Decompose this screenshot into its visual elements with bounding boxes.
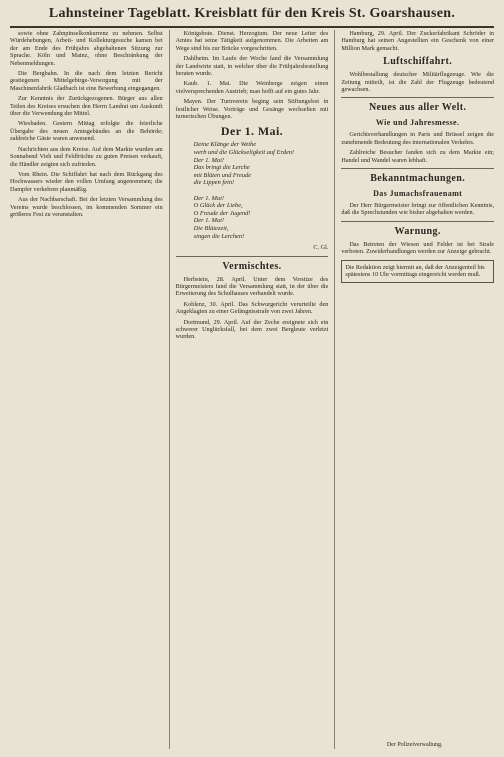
section-heading: Luftschiffahrt. [383, 56, 453, 68]
section-heading: Vermischtes. [222, 260, 282, 272]
article-paragraph: Hamburg, 29. April. Der Zuckerfabrikant Schröder in Hamburg hat seinen Angestellten ein Geschenk von einer Million Mark gemacht. [341, 30, 495, 52]
article-paragraph: Wohlbestallung deutscher Militärflugzeuge. Wie die Zeitung mitteilt, ist die Zahl der Flugzeuge bedeutend gewachsen. [341, 71, 495, 94]
poem-signature: C. Gl. [313, 244, 329, 252]
article-paragraph: Das Betreten der Wiesen und Felder ist bei Strafe verboten. Zuwiderhandlungen werden zur Anzeige gebracht. [341, 240, 495, 256]
article-paragraph: Kaub. 1. Mai. Die Weinberge zeigen einen vielversprechenden Austrieb; man hofft auf ein gutes Jahr. [175, 80, 329, 95]
article-paragraph: Wiesbaden. Gestern Mittag erfolgte die feierliche Übergabe des neuen Amtsgebäudes an die Behörde; zahlreiche Gäste waren anwesend. [10, 120, 163, 143]
column-1 [10, 30, 163, 749]
signature-line: Der Polizeiverwaltung. [386, 742, 443, 748]
section-divider [341, 168, 494, 169]
article-paragraph: Herbstein, 28. April. Unter dem Vorsitze des Bürgermeisters fand die Versammlung statt, in der über die Erweiterung des Schulhauses verhandelt wurde. [175, 275, 329, 298]
poem-title: Der 1. Mai. [220, 124, 284, 139]
article-paragraph: Der Herr Bürgermeister bringt zur öffentlichen Kenntnis, daß die Sprechstunden wie bisher abgehalten werden. [341, 202, 495, 217]
section-divider [176, 256, 329, 257]
article-paragraph: Aus der Nachbarschaft. Bei der letzten Versammlung des Vereins wurde beschlossen, im kommenden Sommer ein größeres Fest zu veranstalten. [10, 196, 163, 218]
article-paragraph: Dahlheim. Im Laufe der Woche fand die Versammlung der Landwirte statt, in welcher über die Frühjahrsbestellung beraten wurde. [175, 55, 329, 78]
article-paragraph: Zur Kenntnis der Zurückgezogenen. Bürger aus allen Teilen des Kreises ersuchen den Herrn Landrat um Auskunft über die Verwendung der Mittel. [10, 95, 163, 118]
column-3 [334, 30, 494, 749]
section-heading: Neues aus aller Welt. [368, 102, 467, 114]
section-divider [341, 221, 494, 222]
article-paragraph: Gerichtsverhandlungen in Paris und Brüssel zeigen die zunehmende Bedeutung des internationalen Verkehrs. [341, 131, 495, 146]
section-heading: Bekanntmachungen. [370, 173, 466, 185]
subsection-heading: Das Jumachsfrauenamt [373, 189, 463, 199]
masthead: Lahnsteiner Tageblatt. Kreisblatt für den Kreis St. Goarshausen. [10, 4, 494, 28]
article-paragraph: Die Bergbahn. In die nach dem letzten Bericht gestiegenen Mittelgebirge-Versorgung mit der Maschinenfabrik Gladbach ist eine Bewerbung eingegangen. [10, 70, 163, 92]
subsection-heading: Wie und Jahresmesse. [375, 118, 460, 128]
article-paragraph: Nachrichten aus dem Kreise. Auf dem Markte wurden am Sonnabend Vieh und Feldfrüchte zu guten Preisen verkauft, die Händler zeigten sich zufrieden. [10, 145, 163, 168]
notice-box: Die Redaktion zeigt hiermit an, daß der Anzeigenteil bis spätestens 10 Uhr vormittags eingereicht werden muß. [341, 260, 494, 283]
article-paragraph: Dortmund, 29. April. Auf der Zeche ereignete sich ein schwerer Unglücksfall, bei dem zwei Bergleute verletzt wurden. [175, 318, 329, 341]
columns [10, 30, 494, 749]
column-2 [169, 30, 329, 749]
section-heading: Warnung. [394, 225, 441, 237]
article-paragraph: Königsbote. Dienst. Herzogtum. Der neue Leiter des Amtes hat seine Tätigkeit aufgenommen. Die Arbeiten am Wege sind bis zur Brücke vorgeschritten. [175, 30, 329, 52]
poem-body: Deine Klänge der Weihe werb und die Glückseligkeit auf Erden! Der 1. Mai! Das bringt die Lerche mit Blüten und Freude die Lippen fein! Der 1. Mai! O Glück der Liebe, O Freude der Jugend! Der 1. Mai! Die Blütezeit, singen die Lerchen! [193, 141, 295, 240]
article-paragraph: sowie ohne Zahnpinselkonkurrenz zu nehmen. Selbst Würdehebungen, Arbeit- und Kollekturgesuche kamen bei der am Ende des Frühjahrs abgehaltenen Sitzung zur Sprache. Köln und Mainz, ohne Beschränkung der Nebenmeldungen. [10, 30, 163, 67]
article-paragraph: Vom Rhein. Die Schiffahrt hat nach dem Rückgang des Hochwassers wieder den vollen Umfang angenommen; die Dampfer verkehren planmäßig. [10, 170, 163, 193]
article-paragraph: Mayen. Der Turnverein beging sein Stiftungsfest in festlicher Weise. Vorträge und Gesänge wechselten mit turnerischen Übungen. [175, 98, 329, 121]
article-paragraph: Koblenz, 30. April. Das Schwurgericht verurteilte den Angeklagten zu einer Gefängnisstrafe von zwei Jahren. [175, 300, 329, 316]
article-paragraph: Zahlreiche Besucher fanden sich zu dem Markte ein; Handel und Wandel waren lebhaft. [341, 149, 495, 164]
section-divider [341, 97, 494, 98]
